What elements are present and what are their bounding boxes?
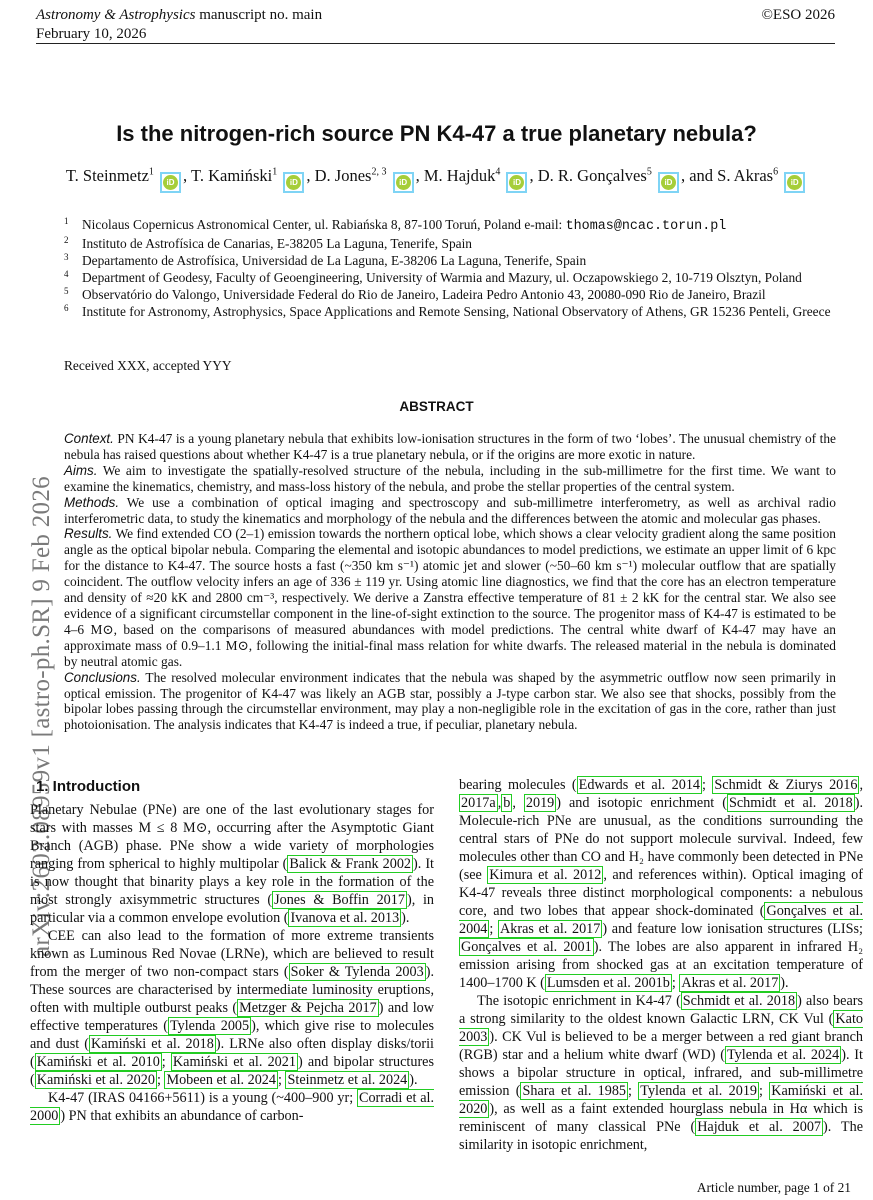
citation-link[interactable]: Tylenda 2005 xyxy=(169,1018,250,1034)
abstract-context: Context. PN K4-47 is a young planetary nebula that exhibits low-ionisation structures in the form of two ‘lobes’. The unusual chemistry of the nebula has raised questions about whether K4-47 is a true planetary nebula, or if the origins are more exotic in nature. xyxy=(64,431,836,462)
citation-link[interactable]: Kamiński et al. 2018 xyxy=(91,1036,214,1052)
affiliation-list xyxy=(64,216,844,320)
citation-link[interactable]: Corradi et al. 2000 xyxy=(30,1090,434,1124)
paragraph: K4-47 (IRAS 04166+5611) is a young (~400–900 yr; Corradi et al. 2000 ) PN that exhibits an abundance of carbon- xyxy=(30,1090,434,1124)
affiliation: 1 Nicolaus Copernicus Astronomical Center, ul. Rabiańska 8, 87-100 Toruń, Poland e-mail: thomas@ncac.torun.pl xyxy=(64,216,727,234)
author-affil: 1 xyxy=(272,166,278,178)
citation-link[interactable]: Schmidt et al. 2018 xyxy=(682,993,796,1009)
citation-link[interactable]: 2017a xyxy=(461,795,496,811)
author-affil: 4 xyxy=(495,166,501,178)
author-affil: 5 xyxy=(646,166,652,178)
citation-link[interactable]: Gonçalves et al. 2001 xyxy=(461,939,592,955)
citation-link[interactable]: Shara et al. 1985 xyxy=(522,1083,627,1099)
copyright: ©ESO 2026 xyxy=(761,7,835,23)
arxiv-stamp: arXiv:2602.08959v1 [astro-ph.SR] 9 Feb 2026 xyxy=(28,476,55,957)
running-header xyxy=(36,6,322,44)
affiliation: 5 Observatório do Valongo, Universidade Federal do Rio de Janeiro, Ladeira Pedro Antonio 43, 20080-090 Rio de Janeiro, Brazil xyxy=(64,286,766,302)
citation-link[interactable]: Soker & Tylenda 2003 xyxy=(290,964,424,980)
author-affil: 2, 3 xyxy=(371,166,387,178)
left-column xyxy=(30,801,434,1125)
citation-link[interactable]: Schmidt & Ziurys 2016 xyxy=(714,777,858,793)
author-list xyxy=(0,166,873,193)
author-name: T. Steinmetz xyxy=(65,166,149,185)
citation-link[interactable]: Tylenda et al. 2019 xyxy=(640,1083,758,1099)
author-name: , D. Jones xyxy=(306,166,372,185)
citation-link[interactable]: Metzger & Pejcha 2017 xyxy=(239,1000,377,1016)
author-name: , M. Hajduk xyxy=(415,166,496,185)
orcid-icon[interactable]: iD xyxy=(283,172,304,193)
journal-name: Astronomy & Astrophysics xyxy=(36,7,196,23)
citation-link[interactable]: Edwards et al. 2014 xyxy=(578,777,701,793)
author-name: , T. Kamiński xyxy=(183,166,273,185)
orcid-icon[interactable]: iD xyxy=(506,172,527,193)
abstract-methods: Methods. We use a combination of optical imaging and spectroscopy and sub-millimetre interferometry, as well as archival radio interferometric data, to study the kinematics and morphology of the nebula and the differences between the atomic and molecular gas phases. xyxy=(64,494,836,526)
orcid-icon[interactable]: iD xyxy=(160,172,181,193)
citation-link[interactable]: Steinmetz et al. 2024 xyxy=(287,1072,408,1088)
citation-link[interactable]: Akras et al. 2017 xyxy=(500,921,601,937)
abstract-results: Results. We find extended CO (2–1) emission towards the northern optical lobe, which shows a clear velocity gradient along the same position angle as the optical bipolar nebula. Comparing the elemental and isotopic abundances to model predictions, we estimate an upper limit of 6 kpc for the distance to K4-47. The source hosts a fast (~350 km s⁻¹) atomic jet and slower (~50–60 km s⁻¹) molecular outflow that are spatially coincident. The outflow velocity infers an age of 336 ± 119 yr. Using atomic line diagnostics, we find that the core has an electron temperature and density of ≈20 kK and 2800 cm⁻³, respectively. We derive a Zanstra effective temperature of 81 ± 2 kK for the central star. We also see evidence of a significant circumstellar component in the line-of-sight extinction to the source. The progenitor mass of K4-47 is estimated to be 4–6 M⊙, based on the comparisons of measured abundances with model predictions. The central white dwarf of K4-47 may have an approximate mass of 0.9–1.1 M⊙, following the initial-final mass relation for white dwarfs. The released material in the nebula is dominated by neutral atomic gas. xyxy=(64,526,836,669)
author-name: , and S. Akras xyxy=(680,166,774,185)
orcid-icon[interactable]: iD xyxy=(393,172,414,193)
abstract-heading: ABSTRACT xyxy=(399,399,474,414)
citation-link[interactable]: Kato 2003 xyxy=(459,1011,863,1045)
paragraph: bearing molecules ( Edwards et al. 2014 ; Schmidt & Ziurys 2016 , 2017a , b , 2019 ) and isotopic enrichment ( Schmidt et al. 2018 ). Molecule-rich PNe are unusual, as the conditions surrounding the central stars of PNe do not support molecule survival. Indeed, few molecules other than CO and H₂ have commonly been detected in PNe (see Kimura et al. 2012 , and references within). Optical imaging of K4-47 reveals three distinct morphological components: a nebulous core, and two lobes that appear shock-dominated ( Gonçalves et al. 2004 ; Akras et al. 2017 ) and feature low ionisation structures (LISs; Gonçalves et al. 2001 ). The lobes are also apparent in infrared H₂ emission arising from shocked gas at an excitation temperature of 1400–1700 K ( Lumsden et al. 2001b ; Akras et al. 2017 ). xyxy=(459,777,864,991)
page-footer: Article number, page 1 of 21 xyxy=(696,1180,851,1195)
citation-link[interactable]: Kamiński et al. 2020 xyxy=(459,1083,864,1117)
paragraph: Planetary Nebulae (PNe) are one of the last evolutionary stages for stars with masses M ≤ 8 M⊙, occurring after the Asymptotic Giant Branch (AGB) phase. PNe show a wide variety of morphologies ranging from spherical to highly multipolar ( Balick & Frank 2002 ). It is now thought that binarity plays a key role in the formation of the most strongly axisymmetric structures ( Jones & Boffin 2017 ), in particular via a common envelope evolution ( Ivanova et al. 2013 ). xyxy=(30,802,434,926)
citation-link[interactable]: Kamiński et al. 2010 xyxy=(36,1054,160,1070)
citation-link[interactable]: Schmidt et al. 2018 xyxy=(728,795,853,811)
citation-link[interactable]: Balick & Frank 2002 xyxy=(289,856,412,872)
abstract-aims: Aims. We aim to investigate the spatially-resolved structure of the nebula, including in the sub-millimetre for the first time. We want to examine the kinematics, chemistry, and mass-loss history of the nebula, and probe the stellar properties of the central system. xyxy=(64,462,836,494)
paper-title: Is the nitrogen-rich source PN K4-47 a true planetary nebula? xyxy=(116,121,757,146)
abstract-conclusions: Conclusions. The resolved molecular environment indicates that the nebula was shaped by the asymmetric outflow now seen primarily in optical emission. The progenitor of K4-47 was likely an AGB star, possibly a J-type carbon star. We also see that shocks, possibly from the bipolar lobes passing through the circumstellar environment, may play a non-negligible role in the excitation of gas in the core, rather than just photoionisation. The analysis indicates that K4-47 is indeed a true, if peculiar, planetary nebula. xyxy=(64,669,836,733)
received-line: Received XXX, accepted YYY xyxy=(64,358,232,373)
author-affil: 1 xyxy=(148,166,154,178)
right-column xyxy=(459,776,863,1154)
abstract-body xyxy=(64,431,836,733)
citation-link[interactable]: Mobeen et al. 2024 xyxy=(166,1072,276,1088)
citation-link[interactable]: b xyxy=(503,795,511,811)
orcid-icon[interactable]: iD xyxy=(784,172,805,193)
header-date: February 10, 2026 xyxy=(36,26,147,42)
citation-link[interactable]: Hajduk et al. 2007 xyxy=(697,1119,822,1135)
paragraph: CEE can also lead to the formation of more extreme transients known as Luminous Red Novae (LRNe), which are believed to result from the merger of two non-compact stars ( Soker & Tylenda 2003 ). These sources are characterised by intermediate luminosity eruptions, often with multiple outburst peaks ( Metzger & Pejcha 2017 ) and low effective temperatures ( Tylenda 2005 ), which give rise to molecules and dust ( Kamiński et al. 2018 ). LRNe also often display disks/torii ( Kamiński et al. 2010 ; Kamiński et al. 2021 ) and bipolar structures ( Kamiński et al. 2020 ; Mobeen et al. 2024 ; Steinmetz et al. 2024 ). xyxy=(30,928,434,1088)
citation-link[interactable]: Gonçalves et al. 2004 xyxy=(459,903,864,937)
citation-link[interactable]: Lumsden et al. 2001b xyxy=(546,975,670,991)
citation-link[interactable]: Jones & Boffin 2017 xyxy=(274,892,405,908)
citation-link[interactable]: Akras et al. 2017 xyxy=(681,975,779,991)
author-name: , D. R. Gonçalves xyxy=(529,166,647,185)
affiliation: 2 Instituto de Astrofísica de Canarias, E-38205 La Laguna, Tenerife, Spain xyxy=(64,235,473,251)
citation-link[interactable]: Kamiński et al. 2021 xyxy=(172,1054,296,1070)
section-heading: 1. Introduction xyxy=(36,778,141,795)
citation-link[interactable]: Tylenda et al. 2024 xyxy=(727,1047,840,1063)
email-link[interactable]: thomas@ncac.torun.pl xyxy=(565,219,727,234)
citation-link[interactable]: Kamiński et al. 2020 xyxy=(36,1072,155,1088)
citation-link[interactable]: 2019 xyxy=(525,795,555,811)
citation-link[interactable]: Ivanova et al. 2013 xyxy=(290,910,400,926)
orcid-icon[interactable]: iD xyxy=(658,172,679,193)
manuscript-label: manuscript no. main xyxy=(195,7,323,23)
paragraph: The isotopic enrichment in K4-47 ( Schmidt et al. 2018 ) also bears a strong similarity to the oldest known Galactic LRN, CK Vul ( Kato 2003 ). CK Vul is believed to be a merger between a red giant branch (RGB) star and a helium white dwarf (WD) ( Tylenda et al. 2024 ). It shows a bipolar structure in optical, infrared, and sub-millimetre emission ( Shara et al. 1985 ; Tylenda et al. 2019 ; Kamiński et al. 2020 ), as well as a faint extended hourglass nebula in Hα which is reminiscent of many classical PNe ( Hajduk et al. 2007 ). The similarity in isotopic enrichment, xyxy=(459,993,864,1153)
author-affil: 6 xyxy=(773,166,779,178)
header-rule xyxy=(36,43,835,44)
affiliation: 4 Department of Geodesy, Faculty of Geoengineering, University of Warmia and Mazury, ul. Oczapowskiego 2, 10-719 Olsztyn, Poland xyxy=(64,269,802,285)
affiliation: 6 Institute for Astronomy, Astrophysics, Space Applications and Remote Sensing, National Observatory of Athens, GR 15236 Penteli, Greece xyxy=(64,303,831,319)
affiliation: 3 Departamento de Astrofísica, Universidad de La Laguna, E-38206 La Laguna, Tenerife, Spain xyxy=(64,252,587,268)
citation-link[interactable]: Kimura et al. 2012 xyxy=(489,867,602,883)
